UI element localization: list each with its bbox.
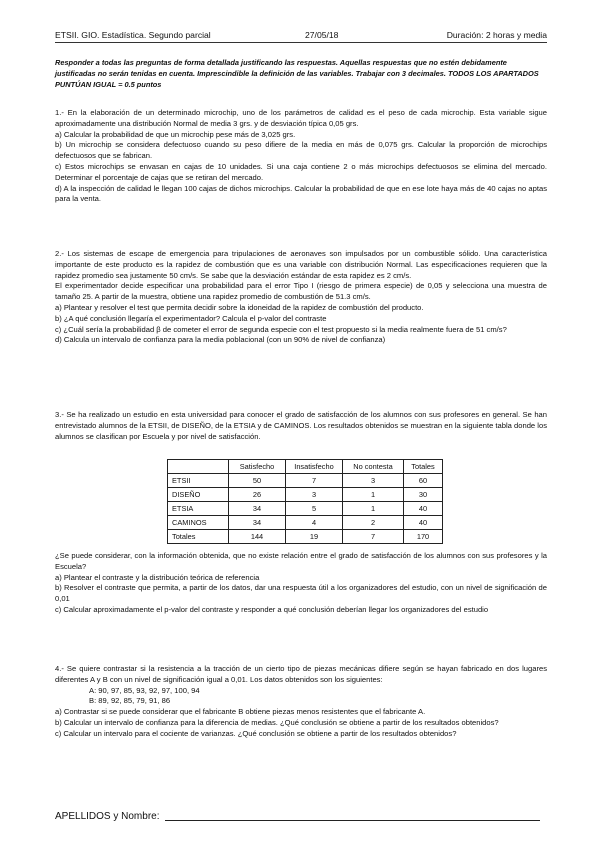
table-header-row <box>168 460 443 474</box>
instructions: Responder a todas las preguntas de forma detallada justificando las respuestas. Aquellas respuestas que no estén debidamente justificadas no serán tenidas en cuenta. Imprescindible la definición de las variables. Trabajar con 3 decimales. TODOS LOS APARTADOS PUNTÚAN IGUAL = 0.5 puntos <box>55 58 539 89</box>
question-1-a: a) Calcular la probabilidad de que un microchip pese más de 3,025 grs. <box>55 129 296 139</box>
question-4-data-b: B: 89, 92, 85, 79, 91, 86 <box>89 696 171 706</box>
question-3-parts <box>55 551 547 616</box>
table-row <box>168 474 443 488</box>
table-row <box>168 488 443 502</box>
question-2-c: c) ¿Cuál sería la probabilidad β de cometer el error de segunda especie con el test propuesto si la media realmente fuera de 51 cm/s? <box>55 324 507 334</box>
table-cell: 26 <box>229 488 286 502</box>
question-4-b: b) Calcular un intervalo de confianza para la diferencia de medias. ¿Qué conclusión se obtiene a partir de los resultados obtenidos? <box>55 717 499 727</box>
table-cell: 19 <box>286 530 343 544</box>
table-header-cell: Satisfecho <box>229 460 286 474</box>
table-cell: 3 <box>286 488 343 502</box>
table-header-cell: Totales <box>404 460 443 474</box>
question-2-b: b) ¿A qué conclusión llegaría el experimentador? Calcula el p-valor del contraste <box>55 313 327 323</box>
table-cell: 3 <box>343 474 404 488</box>
question-3-b: b) Resolver el contraste que permita, a partir de los datos, dar una respuesta útil a los organizadores del estudio, con un nivel de significación de 0,01 <box>55 583 547 604</box>
question-2-a: a) Plantear y resolver el test que permita decidir sobre la idoneidad de la rapidez de combustión del producto. <box>55 302 424 312</box>
question-3-question: ¿Se puede considerar, con la información obtenida, que no existe relación entre el grado de satisfacción de los alumnos con sus profesores y la Escuela? <box>55 551 547 571</box>
table-cell: CAMINOS <box>168 516 229 530</box>
signature-label: APELLIDOS y Nombre: <box>55 811 160 822</box>
question-4-data-a: A: 90, 97, 85, 93, 92, 97, 100, 94 <box>89 685 200 695</box>
question-3-intro: 3.- Se ha realizado un estudio en esta universidad para conocer el grado de satisfacción de los alumnos con sus profesores en general. Se han entrevistado alumnos de la ETSII, de DISEÑO, de la ETSIA y de CAMINOS. Los resultados obtenidos se muestran en la siguiente tabla donde los alumnos se clasifican por Escuela y por nivel de satisfacción. <box>55 410 547 441</box>
question-3-c: c) Calcular aproximadamente el p-valor del contraste y responder a qué conclusión deberían llegar los organizadores del estudio <box>55 604 489 614</box>
page-header <box>55 29 547 43</box>
table-row <box>168 516 443 530</box>
satisfaction-table <box>167 459 443 544</box>
table-cell: 34 <box>229 516 286 530</box>
table-cell: 7 <box>286 474 343 488</box>
signature-line[interactable] <box>165 820 540 821</box>
question-3 <box>55 410 547 442</box>
table-cell: 170 <box>404 530 443 544</box>
table-cell: 4 <box>286 516 343 530</box>
table-cell: Totales <box>168 530 229 544</box>
course-title: ETSII. GIO. Estadística. Segundo parcial <box>55 30 211 40</box>
question-1-d: d) A la inspección de calidad le llegan 100 cajas de dichos microchips. Calcular la probabilidad de que en ese lote haya más de 40 cajas no aptas para la venta. <box>55 183 547 204</box>
question-4-a: a) Contrastar si se puede considerar que el fabricante B obtiene piezas menos resistentes que el fabricante A. <box>55 707 426 717</box>
question-3-a: a) Plantear el contraste y la distribución teórica de referencia <box>55 572 260 582</box>
table-header-cell: Insatisfecho <box>286 460 343 474</box>
table-cell: 2 <box>343 516 404 530</box>
table-cell: ETSIA <box>168 502 229 516</box>
table-cell: 34 <box>229 502 286 516</box>
question-2 <box>55 249 547 346</box>
table-header-cell <box>168 460 229 474</box>
question-1-intro: 1.- En la elaboración de un determinado microchip, uno de los parámetros de calidad es el peso de cada microchip. Esta variable sigue aproximadamente una distribución Normal de media 3 grs. y de desviación típica 0,05 grs. <box>55 108 547 128</box>
exam-date: 27/05/18 <box>305 30 339 40</box>
question-4-intro: 4.- Se quiere contrastar si la resistencia a la tracción de un cierto tipo de piezas mecánicas difiere según se hayan fabricado en dos lugares diferentes A y B con un nivel de significación igual a 0,01. Los datos obtenidos son los siguientes: <box>55 664 547 684</box>
question-1-b: b) Un microchip se considera defectuoso cuando su peso difiere de la media en más de 0,075 grs. Calcular la proporción de microchips defectuosos que se fabrican. <box>55 140 547 161</box>
exam-duration: Duración: 2 horas y media <box>446 30 547 40</box>
question-1-c: c) Estos microchips se envasan en cajas de 10 unidades. Si una caja contiene 2 o más microchips defectuosos se elimina del mercado. Determinar el porcentaje de cajas que se retiran del mercado. <box>55 161 547 182</box>
table-cell: 50 <box>229 474 286 488</box>
question-2-intro: 2.- Los sistemas de escape de emergencia para tripulaciones de aeronaves son impulsados por un combustible sólido. Una característica importante de este producto es la rapidez de combustión que es una variable con distribución Normal. Las especificaciones requieren que la rapidez promedio sea justamente 50 cm/s. Se sabe que la desviación estándar de esta rapidez es 2 cm/s. <box>55 249 547 280</box>
table-cell: ETSII <box>168 474 229 488</box>
question-4-c: c) Calcular un intervalo para el cociente de varianzas. ¿Qué conclusión se obtiene a partir de los resultados obtenidos? <box>55 728 457 738</box>
table-cell: 5 <box>286 502 343 516</box>
question-2-intro2: El experimentador decide especificar una probabilidad para el error Tipo I (riesgo de primera especie) de 0,05 y selecciona una muestra de tamaño 25. A partir de la muestra, obtiene una rapidez promedio de combustión de 51.3 cm/s. <box>55 281 547 302</box>
table-totals-row <box>168 530 443 544</box>
question-1 <box>55 108 547 205</box>
table-cell: 1 <box>343 488 404 502</box>
table-row <box>168 502 443 516</box>
table-cell: 60 <box>404 474 443 488</box>
table-cell: DISEÑO <box>168 488 229 502</box>
table-header-cell: No contesta <box>343 460 404 474</box>
table-cell: 40 <box>404 516 443 530</box>
table-cell: 7 <box>343 530 404 544</box>
table-cell: 144 <box>229 530 286 544</box>
question-4 <box>55 664 547 740</box>
question-2-d: d) Calcula un intervalo de confianza para la media poblacional (con un 90% de nivel de confianza) <box>55 335 386 345</box>
table-cell: 30 <box>404 488 443 502</box>
table-cell: 1 <box>343 502 404 516</box>
table-cell: 40 <box>404 502 443 516</box>
